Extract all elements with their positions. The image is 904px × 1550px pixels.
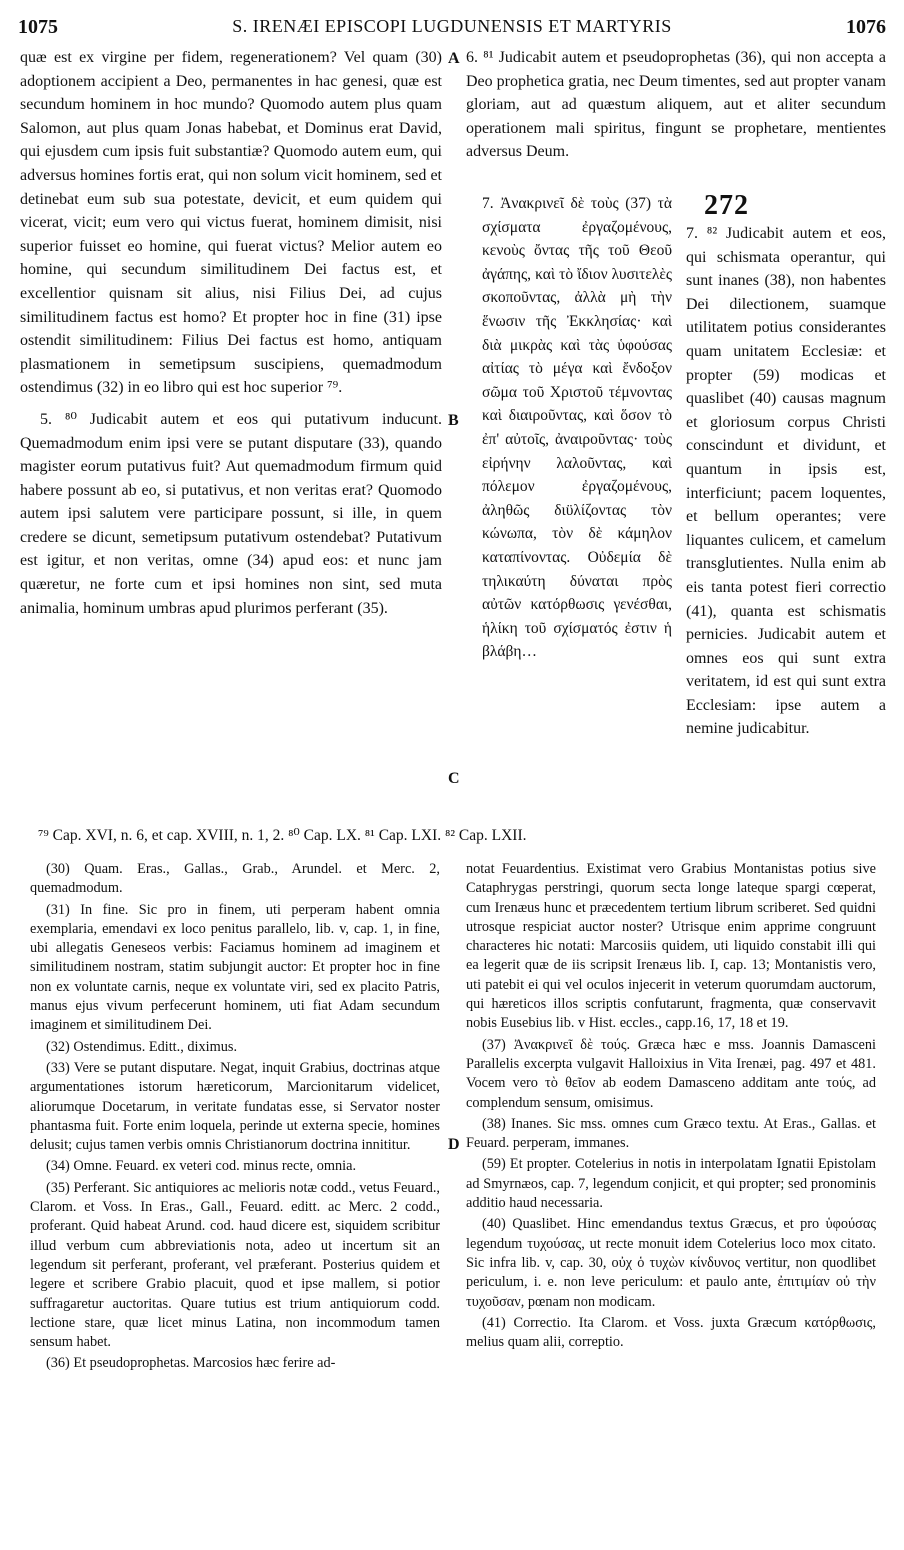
paragraph-6-text: 6. ⁸¹ Judicabit autem et pseudoprophetas (36), qui non accepta a Deo prophetica gratia, nec Deum timentes, sed aut propter vanam gloriam, aut ad quæstum aliquem, aut et aliter secundum operationem mali spiritus, fingunt se prophetare, mentientes adversus Deum.	[466, 49, 886, 161]
footnote-30: (30) Quam. Eras., Gallas., Grab., Arundel. et Merc. 2, quemadmodum.	[30, 861, 440, 897]
page-number-left: 1075	[18, 16, 58, 38]
margin-letter-d: D	[448, 1136, 460, 1153]
page-number-right: 1076	[846, 16, 886, 38]
footnote-36-continued: notat Feuardentius. Existimat vero Grabius Montanistas potius sive Cataphrygas perstringi, quorum secta longe lateque spargi cœperat, cum Irenæus hunc et præcedentem tertium librum scriberet. Sed quidni utrosque respiciat auctor noster? Utrisque enim apprime congruunt characteres hic notati: Marcosiis quidem, uti liquido constabit illi qui ea legerit quæ de iis scripsit Irenæus lib. I, cap. 13; Montanistis vero, uti patebit ei qui vel oculos injecerit in veterum quorumdam auctorum, qui hæreticos illos scriptis confutarunt, fragmenta, quæ conservavit nobis Eusebius lib. v Hist. eccles., capp.16, 17, 18 et 19.	[466, 861, 876, 1032]
footnote-39: (59) Et propter. Cotelerius in notis in interpolatam Ignatii Epistolam ad Smyrnæos, cap. 7, legendum conjicit, et qui propter; sed pronominis additio haud necessaria.	[466, 1156, 876, 1212]
running-header	[14, 12, 890, 42]
footnotes-left	[30, 860, 440, 1376]
footnote-32: (32) Ostendimus. Editt., diximus.	[46, 1038, 238, 1055]
greek-text-column: 7. Ἀνακρινεῖ δὲ τοὺς (37) τὰ σχίσματα ἐργαζομένους, κενοὺς ὄντας τῆς τοῦ Θεοῦ ἀγάπης, καὶ τὸ ἴδιον λυσιτελὲς σκοποῦντας, ἀλλὰ μὴ τὴν ἕνωσιν τῆς Ἐκκλησίας· καὶ διὰ μικρὰς καὶ τὰς ὑφούσας αἰτίας τὸ μέγα καὶ ἔνδοξον σῶμα τοῦ Χριστοῦ τέμνοντας καὶ διαιροῦντας, καὶ ὅσον τὸ ἐπ' αὐτοῖς, ἀναιροῦντας· τοὺς εἰρήνην λαλοῦντας, καὶ πόλεμον ἐργαζομένους, ἀληθῶς διϋλίζοντας τὸν κώνωπα, τὸν δὲ κάμηλον καταπίνοντας. Οὐδεμία δὲ τηλικαύτη δύναται πρὸς αὐτῶν κατόρθωσις γενέσθαι, ἡλίκη τοῦ σχίσματός ἐστιν ἡ βλάβη…	[482, 195, 672, 661]
paragraph-6	[466, 46, 886, 172]
folio-number: 272	[704, 190, 749, 221]
footnote-38: (38) Inanes. Sic mss. omnes cum Græco textu. At Eras., Gallas. et Feuard. perperam, immanes.	[466, 1115, 876, 1152]
cross-references: ⁷⁹ Cap. XVI, n. 6, et cap. XVIII, n. 1, 2. ⁸⁰ Cap. LX. ⁸¹ Cap. LXI. ⁸² Cap. LXII.	[38, 827, 527, 844]
footnote-31: (31) In fine. Sic pro in finem, uti perperam habent omnia exemplaria, emendavi ex loco penitus parallelo, lib. v, cap. 1, in fine, ubi allegatis Geneseos verbis: Faciamus hominem ad imaginem et similitudinem nostram, statim subjungit auctor: Et propter hoc in fine non ex voluntate carnis, neque ex voluntate viri, sed ex placito Patris, manus ejus vivum perfecerunt hominem, uti fiat Adam secundum imaginem et similitudinem Dei.	[30, 901, 440, 1034]
footnotes-right	[466, 860, 876, 1354]
footnote-35: (35) Perferant. Sic antiquiores ac melioris notæ codd., vetus Feuard., Clarom. et Voss. In Eras., Gall., Feuard. editt. ac Merc. 2 codd., proferant. Quid habeat Arund. cod. haud dicere est, siquidem scribitur illud verbum cum abbreviationis nota, adeo ut incertum sit an legendum sit perferant, proferant, vel præferant. Posterius quidem et legere et scribere Grabio placuit, quod et ipse mallem, si potior suffragaretur auctoritas. Quare tutius est trium antiquiorum codd. lectione stare, quæ licet minus Latina, non incommodum tamen sensum habet.	[30, 1179, 440, 1351]
footnote-34: (34) Omne. Feuard. ex veteri cod. minus recte, omnia.	[46, 1158, 357, 1175]
latin-text-column: 7. ⁸² Judicabit autem et eos, qui schismata operantur, qui sunt inanes (38), non habentes Dei dilectionem, suamque utilitatem potius considerantes quam unitatem Ecclesiæ: et propter (59) modicas et quaslibet (40) causas magnum et gloriosum corpus Christi conscindunt et dividunt, et quantum in ipsis est, interficiunt; pacem loquentes, et bellum operantes; vere liquantes culicem, et camelum transglutientes. Nulla enim ab eis tanta potest fieri correctio (41), quanta est schismatis pernicies. Judicabit autem et omnes eos qui sunt extra veritatem, id est qui sunt extra Ecclesiam: ipse autem a nemine judicabitur.	[686, 225, 886, 738]
footnote-33: (33) Vere se putant disputare. Negat, inquit Grabius, doctrinas atque argumentationes istorum hæreticorum, Marcionitarum videlicet, aliorumque Docetarum, in veritate fundatas esse, si Servator noster phantasma fuit. Forte enim loquela, perinde ut externa specie, homines delusit; cujus tamen verbis omnis Christianorum doctrina innititur.	[30, 1059, 440, 1154]
paragraph-5: 5. ⁸⁰ Judicabit autem et eos qui putativum inducunt. Quemadmodum enim ipsi vere se putant disputare (33), quando magister eorum putativus fuit? Aut quemadmodum firmum quid habere possunt ab eo, si putativus, et non veritas erat? Quomodo autem ipsi salutem vere participare possunt, si ille, in quem credere se dicunt, semetipsum putativum ostendebat? Putativum est igitur, et non veritas, omne (34) apud eos: et nunc jam quæretur, ne forte cum et ipsi homines non sint, sed muta animalia, hominum umbras apud plurimos perferant (35).	[20, 410, 442, 617]
footnote-37: (37) Ἀνακρινεῖ δὲ τούς. Græca hæc e mss. Joannis Damasceni Parallelis excerpta vulgavit Halloixius in Vita Irenæi, pag. 497 et 481. Vocem vero τὸ θεῖον ab eodem Damasceno additam ante τούς, ad complendum sensum, omisimus.	[466, 1036, 876, 1111]
paragraph-4-continued: quæ est ex virgine per fidem, regenerationem? Vel quam (30) adoptionem accipient a Deo, permanentes in hac genesi, quæ est secundum hominem in hoc mundo? Quomodo autem plus quam Salomon, aut plus quam Jonas habebat, et Dominus erat David, qui ejusdem cum ipsis fuit substantiæ? Quomodo autem eum, qui adversus homines fortis erat, qui non solum vicit hominem, sed et detinebat eum sub sua potestate, devicit, et eum quidem qui vicerat, vicit; eum vero qui victus fuerat, hominem dimisit, nisi superior fuisset eo homine, qui fuerat victus? Melior autem eo homine, qui secundum similitudinem Dei factus est, et excellentior quisnam sit alius, nisi Filius Dei, ad cujus similitudinem factus est homo? Et propter hoc in fine (31) ipse ostendit similitudinem: Filius Dei factus est homo, antiquam plasmationem in semetipsum suscipiens, quemadmodum ostendimus (32) in eo libro qui est hoc superior ⁷⁹.	[20, 49, 442, 397]
footnote-40: (40) Quaslibet. Hinc emendandus textus Græcus, et pro ὑφούσας legendum τυχούσας, ut recte monuit idem Cotelerius loco mox citato. Sic infra lib. v, cap. 30, οὐχ ὁ τυχὼν κίνδυνος vertitur, non quodlibet periculum, i. e. non leve periculum: et paulo ante, ἐπιτιμίαν οὐ τὴν τυχοῦσαν, pœnam non modicam.	[466, 1216, 876, 1310]
margin-letter-a: A	[448, 50, 460, 67]
margin-letter-c: C	[448, 770, 460, 787]
left-column	[20, 46, 442, 628]
margin-letter-b: B	[448, 412, 459, 429]
running-title: S. IRENÆI EPISCOPI LUGDUNENSIS ET MARTYRIS	[232, 16, 672, 36]
footnote-36: (36) Et pseudoprophetas. Marcosios hæc ferire ad-	[46, 1355, 336, 1372]
footnote-41: (41) Correctio. Ita Clarom. et Voss. juxta Græcum κατόρθωσις, melius quam alii, correptio.	[466, 1314, 876, 1351]
